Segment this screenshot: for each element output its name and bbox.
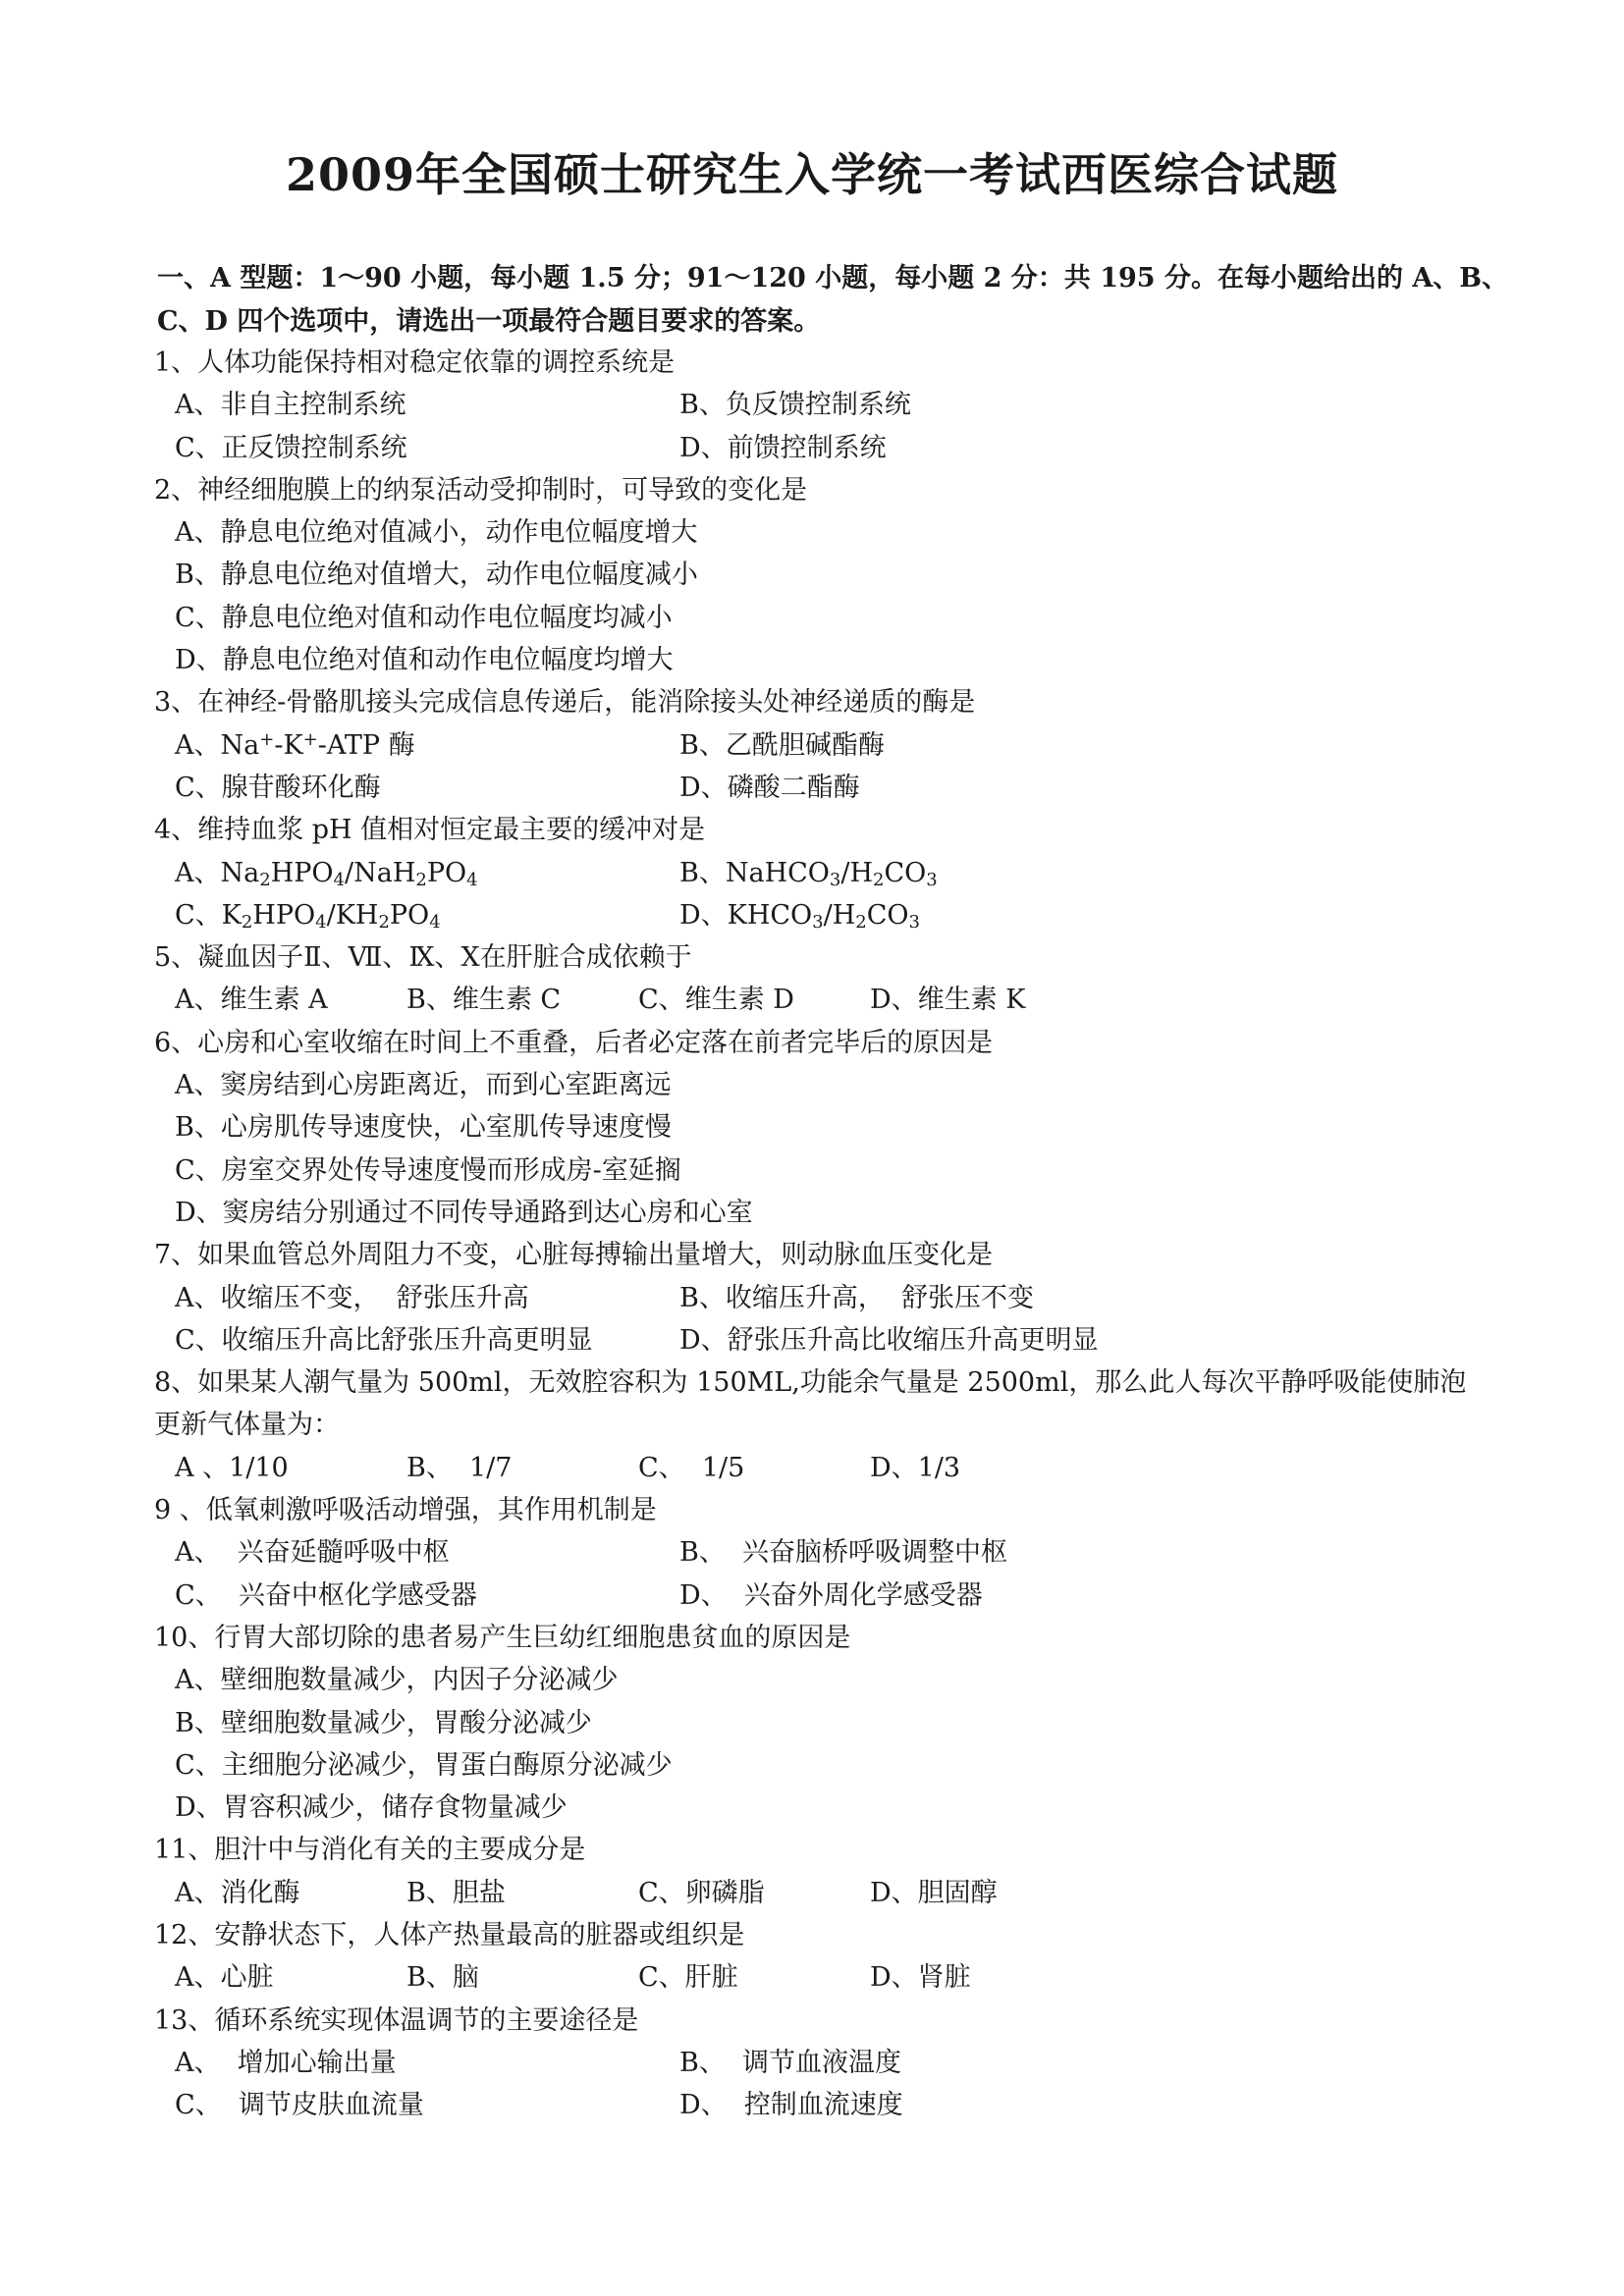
option-d: D、维生素 K [870, 985, 1026, 1016]
option-d: D、磷酸二酯酶 [679, 772, 860, 803]
option-d: D、胆固醇 [870, 1877, 998, 1908]
question-stem: 10、行胃大部切除的患者易产生巨幼红细胞患贫血的原因是 [154, 1622, 851, 1653]
option-d: D、静息电位绝对值和动作电位幅度均增大 [175, 645, 674, 676]
option-a: A、心脏 [175, 1962, 274, 1994]
question-stem: 5、凝血因子Ⅱ、Ⅶ、Ⅸ、Ⅹ在肝脏合成依赖于 [154, 942, 692, 974]
option-d: D、1/3 [870, 1452, 961, 1483]
option-a: A、$Na_2HPO_4/NaH_2PO_4$ [175, 857, 478, 890]
option-a: A、Na+-K+-ATP 酶 [175, 728, 415, 761]
option-a: A、 增加心输出量 [175, 2047, 397, 2078]
option-c: C、卵磷脂 [638, 1877, 765, 1908]
option-b: B、$NaHCO_3/H_2CO_3$ [679, 857, 938, 890]
option-c: C、收缩压升高比舒张压升高更明显 [175, 1324, 593, 1356]
section-instructions-line: C、D 四个选项中，请选出一项最符合题目要求的答案。 [157, 306, 821, 337]
option-c: C、 1/5 [638, 1452, 745, 1483]
option-a: A、 兴奋延髓呼吸中枢 [175, 1537, 450, 1569]
option-b: B、静息电位绝对值增大，动作电位幅度减小 [175, 560, 698, 591]
option-c: C、$K_2HPO_4/KH_2PO_4$ [175, 899, 441, 933]
option-a: A、收缩压不变， 舒张压升高 [175, 1282, 529, 1313]
option-a: A、维生素 A [175, 985, 328, 1016]
option-b: B、壁细胞数量减少，胃酸分泌减少 [175, 1707, 592, 1738]
option-d: D、窦房结分别通过不同传导通路到达心房和心室 [175, 1197, 753, 1228]
section-instructions [157, 257, 1509, 344]
option-c: C、静息电位绝对值和动作电位幅度均减小 [175, 602, 673, 633]
option-a: A 、1/10 [175, 1452, 289, 1483]
option-b: B、 调节血液温度 [679, 2047, 902, 2078]
question-stem: 13、循环系统实现体温调节的主要途径是 [154, 2004, 639, 2036]
option-a: A、壁细胞数量减少，内因子分泌减少 [175, 1665, 619, 1696]
option-c: C、正反馈控制系统 [175, 432, 407, 463]
question-stem: 6、心房和心室收缩在时间上不重叠，后者必定落在前者完毕后的原因是 [154, 1027, 994, 1058]
question-stem: 7、如果血管总外周阻力不变，心脏每搏输出量增大，则动脉血压变化是 [154, 1240, 994, 1271]
question-stem: 12、安静状态下，人体产热量最高的脏器或组织是 [154, 1919, 745, 1950]
question-list [154, 342, 1509, 2126]
option-d: D、舒张压升高比收缩压升高更明显 [679, 1324, 1099, 1356]
option-c: C、房室交界处传导速度慢而形成房-室延搁 [175, 1154, 681, 1186]
question-stem: 11、胆汁中与消化有关的主要成分是 [154, 1835, 586, 1866]
option-d: D、$KHCO_3/H_2CO_3$ [679, 899, 920, 933]
option-a: A、静息电位绝对值减小，动作电位幅度增大 [175, 517, 698, 549]
section-instructions-line: 一、A 型题：1～90 小题，每小题 1.5 分；91～120 小题，每小题 2 分：共 195 分。在每小题给出的 A、B、 [157, 263, 1509, 294]
option-d: D、肾脏 [870, 1962, 971, 1994]
question-stem: 9 、低氧刺激呼吸活动增强，其作用机制是 [154, 1495, 657, 1526]
option-d: D、前馈控制系统 [679, 432, 887, 463]
option-d: D、 控制血流速度 [679, 2090, 903, 2121]
question-stem: 1、人体功能保持相对稳定依靠的调控系统是 [154, 347, 676, 378]
option-d: D、 兴奋外周化学感受器 [679, 1579, 983, 1611]
option-d: D、胃容积减少，储存食物量减少 [175, 1792, 568, 1824]
option-c: C、主细胞分泌减少，胃蛋白酶原分泌减少 [175, 1749, 673, 1781]
option-b: B、维生素 C [406, 985, 562, 1016]
option-b: B、脑 [406, 1962, 479, 1994]
option-b: B、心房肌传导速度快，心室肌传导速度慢 [175, 1112, 672, 1144]
option-b: B、 兴奋脑桥呼吸调整中枢 [679, 1537, 1008, 1569]
option-a: A、窦房结到心房距离近，而到心室距离远 [175, 1070, 672, 1101]
page-title: 2009年全国硕士研究生入学统一考试西医综合试题 [285, 148, 1339, 201]
option-a: A、非自主控制系统 [175, 390, 406, 421]
option-b: B、胆盐 [406, 1877, 506, 1908]
option-c: C、腺苷酸环化酶 [175, 772, 381, 803]
option-b: B、乙酰胆碱酯酶 [679, 729, 885, 761]
question-stem: 2、神经细胞膜上的纳泵活动受抑制时，可导致的变化是 [154, 474, 808, 506]
option-c: C、 兴奋中枢化学感受器 [175, 1579, 477, 1611]
question-stem: 4、维持血浆 pH 值相对恒定最主要的缓冲对是 [154, 815, 706, 846]
option-a: A、消化酶 [175, 1877, 300, 1908]
option-c: C、维生素 D [638, 985, 794, 1016]
option-c: C、 调节皮肤血流量 [175, 2090, 424, 2121]
option-b: B、负反馈控制系统 [679, 390, 911, 421]
option-c: C、肝脏 [638, 1962, 738, 1994]
question-stem: 3、在神经-骨骼肌接头完成信息传递后，能消除接头处神经递质的酶是 [154, 687, 976, 719]
option-b: B、 1/7 [406, 1452, 513, 1483]
option-b: B、收缩压升高， 舒张压不变 [679, 1282, 1035, 1313]
question-stem: 8、如果某人潮气量为 500ml，无效腔容积为 150ML,功能余气量是 2500ml，那么此人每次平静呼吸能使肺泡更新气体量为： [154, 1367, 1467, 1441]
